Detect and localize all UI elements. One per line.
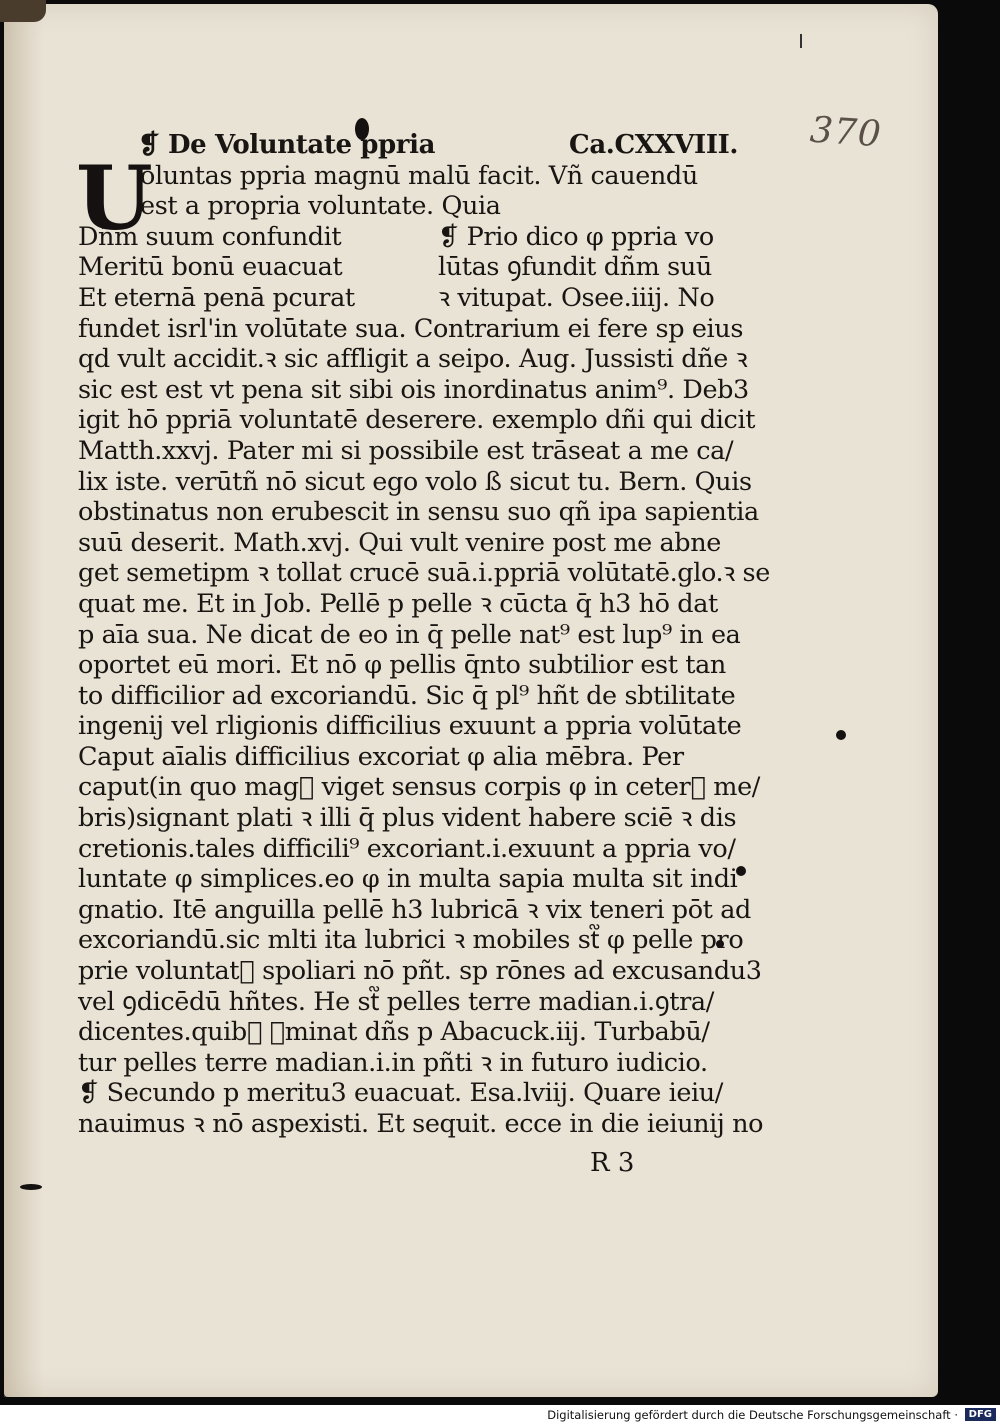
text-line: caput(in quo mag᷑ viget sensus corpis φ in ceter᷑ me/ bbox=[78, 772, 760, 803]
chapter-heading bbox=[78, 130, 738, 161]
text-line: obstinatus non erubescit in sensu suo qñ ipa sapientia bbox=[78, 497, 759, 528]
footer-bar bbox=[0, 1405, 1000, 1427]
text-line: Et eternā penā pcurat bbox=[78, 282, 355, 313]
text-line: to difficilior ad excoriandū. Sic q̄ pl⁹ hñt de sbtilitate bbox=[78, 680, 736, 711]
chapter-title: ❡ De Voluntate ppria bbox=[138, 130, 436, 160]
text-line: ❡ Prio dico φ ppria vo bbox=[438, 221, 714, 252]
ink-spot bbox=[20, 1184, 42, 1190]
text-line: luntate φ simplices.eo φ in multa sapia multa sit indi bbox=[78, 864, 738, 895]
text-line: dicentes.quib᷒ ꝯminat dñs p Abacuck.iij. Turbabū/ bbox=[78, 1017, 710, 1048]
text-line: qd vult accidit.ꝛ sic affligit a seipo. Aug. Jussisti dñe ꝛ bbox=[78, 344, 748, 375]
text-line: p aīa sua. Ne dicat de eo in q̄ pelle nat⁹ est lup⁹ in ea bbox=[78, 619, 741, 650]
text-line: suū deserit. Math.xvj. Qui vult venire post me abne bbox=[78, 527, 721, 558]
text-line: oluntas ppria magnū malū facit. Vñ cauendū bbox=[140, 160, 698, 191]
initial-letter: U bbox=[76, 146, 153, 250]
ink-mark bbox=[800, 34, 802, 48]
footer-credit: Digitalisierung gefördert durch die Deutsche Forschungsgemeinschaft · bbox=[547, 1408, 958, 1422]
text-line: vel ꝯdicēdū hñtes. He st᷑ pelles terre madian.i.ꝯtra/ bbox=[78, 986, 714, 1017]
signature-mark: R 3 bbox=[590, 1148, 635, 1178]
text-line: igit hō ppriā voluntatē deserere. exemplo dñi qui dicit bbox=[78, 405, 756, 436]
two-column-section bbox=[78, 222, 738, 314]
text-line: prie voluntat᷑ spoliari nō pñt. sp rōnes ad excusandu3 bbox=[78, 956, 762, 987]
text-line: ❡ Secundo p meritu3 euacuat. Esa.lviij. Quare ieiu/ bbox=[78, 1078, 724, 1109]
right-column bbox=[438, 222, 738, 314]
folio-annotation: 370 bbox=[808, 109, 884, 156]
text-line: oportet eū mori. Et nō φ pellis q̄nto subtilior est tan bbox=[78, 650, 726, 681]
text-line: bris)signant plati ꝛ illi q̄ plus vident habere sciē ꝛ dis bbox=[78, 803, 737, 834]
text-block bbox=[76, 130, 770, 1140]
text-line: ꝛ vitupat. Osee.iiij. No bbox=[438, 282, 715, 313]
text-line: est a propria voluntate. Quia bbox=[140, 191, 501, 222]
text-line: Dñm suum confundit bbox=[78, 221, 342, 252]
text-line: gnatio. Itē anguilla pellē h3 lubricā ꝛ vix teneri pōt ad bbox=[78, 894, 751, 925]
text-line: tur pelles terre madian.i.in pñti ꝛ in futuro iudicio. bbox=[78, 1047, 708, 1078]
chapter-number: Ca.CXXVIII. bbox=[569, 130, 738, 160]
text-line: quat me. Et in Job. Pellē p pelle ꝛ cūcta q̄ h3 hō dat bbox=[78, 588, 718, 619]
body-text bbox=[78, 313, 770, 1140]
text-line: fundet isrl'in volūtate sua. Contrarium ei fere sp eius bbox=[78, 313, 744, 344]
text-line: ingenij vel rligionis difficilius exuunt a ppria volūtate bbox=[78, 711, 742, 742]
text-line: cretionis.tales difficili⁹ excoriant.i.exuunt a ppria vo/ bbox=[78, 833, 736, 864]
text-line: sic est est vt pena sit sibi ois inordinatus anim⁹. Deb3 bbox=[78, 374, 749, 405]
dfg-logo: DFG bbox=[965, 1408, 996, 1421]
text-line: lūtas ꝯfundit dñm suū bbox=[438, 252, 712, 283]
text-line: get semetipm ꝛ tollat crucē suā.i.ppriā volūtatē.glo.ꝛ se bbox=[78, 558, 770, 589]
text-line: excoriandū.sic mlti ita lubrici ꝛ mobiles st᷑ φ pelle pro bbox=[78, 925, 744, 956]
text-line: Matth.xxvj. Pater mi si possibile est trāseat a me ca/ bbox=[78, 435, 734, 466]
text-line: Meritū bonū euacuat bbox=[78, 252, 343, 283]
ink-spot bbox=[836, 730, 846, 740]
text-line: nauimus ꝛ nō aspexisti. Et sequit. ecce in die ieiunij no bbox=[78, 1109, 764, 1139]
text-line: lix iste. verūtñ nō sicut ego volo ß sicut tu. Bern. Quis bbox=[78, 466, 752, 497]
page-corner-damage bbox=[0, 0, 46, 22]
text-line: Caput aīalis difficilius excoriat φ alia mēbra. Per bbox=[78, 741, 684, 772]
